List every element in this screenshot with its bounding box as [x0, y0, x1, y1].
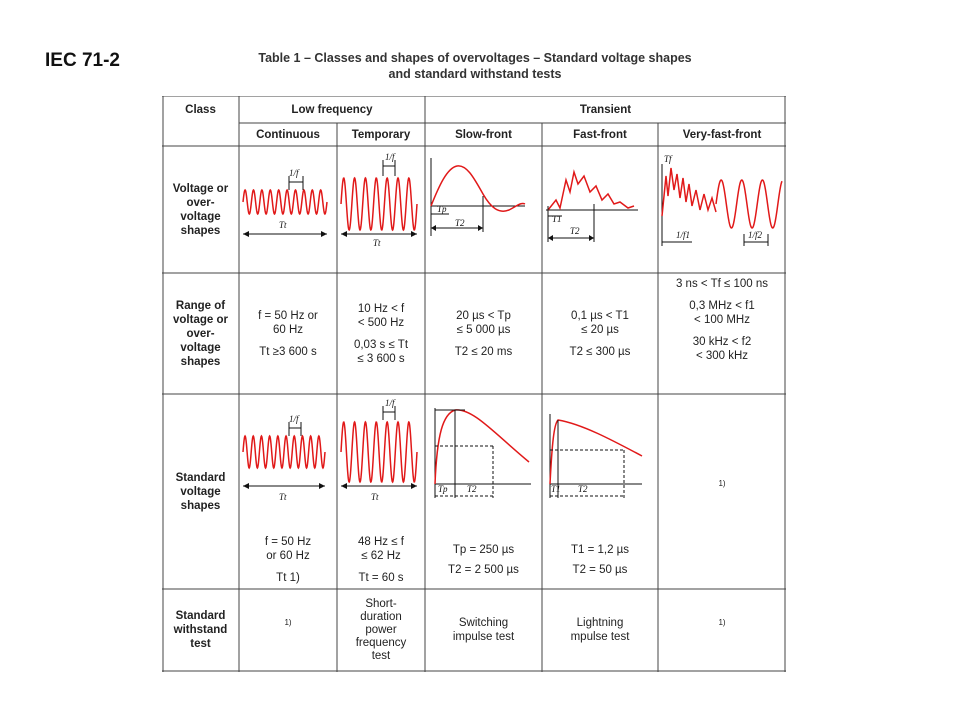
table-title: [170, 50, 780, 82]
standard-temporary-waveform: [337, 394, 425, 514]
label-duration: Tt: [279, 220, 287, 230]
standard-very-fast-front-note: 1): [718, 479, 726, 488]
header-fast-front: Fast-front: [573, 128, 627, 141]
standard-slow-front-values: Tp = 250 µs T2 = 2 500 µs: [448, 543, 519, 576]
label-front-time: T1: [551, 484, 561, 494]
label-f1-period: 1/f1: [676, 230, 691, 240]
range-fast-front: 0,1 µs < T1 ≤ 20 µs T2 ≤ 300 µs: [569, 309, 631, 358]
standard-switching-impulse-waveform: [425, 394, 542, 514]
very-fast-front-overvoltage-waveform: [658, 146, 786, 273]
table-title-line2: and standard withstand tests: [388, 67, 562, 81]
label-tail-time: T2: [578, 484, 588, 494]
standard-fast-front-values: T1 = 1,2 µs T2 = 50 µs: [570, 543, 630, 576]
withstand-slow-front: Switching impulse test: [452, 617, 515, 643]
overvoltage-table: [162, 96, 786, 672]
label-duration: Tt: [373, 238, 381, 248]
standard-temporary-values: 48 Hz ≤ f ≤ 62 Hz Tt = 60 s: [358, 535, 404, 584]
temporary-overvoltage-waveform: [337, 146, 425, 273]
header-temporary: Temporary: [351, 128, 411, 141]
withstand-very-fast-front-note: 1): [718, 618, 726, 627]
standard-continuous-waveform: [239, 394, 337, 514]
label-time-to-peak: Tp: [437, 204, 447, 214]
continuous-overvoltage-waveform: [239, 146, 337, 273]
label-very-fast-front-time: Tf: [664, 154, 672, 164]
standard-lightning-impulse-waveform: [542, 394, 658, 514]
standard-continuous-values: f = 50 Hz or 60 Hz Tt 1): [264, 535, 312, 584]
header-very-fast-front: Very-fast-front: [682, 128, 762, 141]
label-period: 1/f: [385, 152, 395, 162]
label-tail-time: T2: [570, 226, 580, 236]
label-tail-time: T2: [467, 484, 477, 494]
header-slow-front: Slow-front: [455, 128, 512, 141]
label-period: 1/f: [289, 414, 299, 424]
label-duration: Tt: [371, 492, 379, 502]
withstand-continuous-note: 1): [284, 618, 292, 627]
row-label-standard-shapes: Standard voltage shapes: [175, 471, 226, 512]
withstand-temporary: Short- duration power frequency test: [355, 597, 407, 662]
slow-front-overvoltage-waveform: [425, 146, 542, 273]
document-side-title: IEC 71-2: [45, 50, 120, 71]
range-very-fast-front: 3 ns < Tf ≤ 100 ns 0,3 MHz < f1 < 100 MHz 30 kHz < f2 < 300 kHz: [675, 278, 769, 362]
header-transient: Transient: [579, 103, 632, 116]
label-f2-period: 1/f2: [748, 230, 763, 240]
header-class: Class: [185, 103, 216, 116]
label-period: 1/f: [385, 398, 395, 408]
label-period: 1/f: [289, 168, 299, 178]
row-label-overvoltage-shapes: Voltage or over- voltage shapes: [172, 182, 229, 237]
row-label-withstand-test: Standard withstand test: [173, 610, 228, 650]
fast-front-overvoltage-waveform: [542, 146, 658, 273]
row-label-range: Range of voltage or over- voltage shapes: [173, 299, 228, 368]
label-time-to-peak: Tp: [438, 484, 448, 494]
label-duration: Tt: [279, 492, 287, 502]
label-front-time: T1: [552, 214, 562, 224]
header-continuous: Continuous: [256, 128, 320, 141]
range-temporary: 10 Hz < f < 500 Hz 0,03 s ≤ Tt ≤ 3 600 s: [353, 302, 409, 365]
range-slow-front: 20 µs < Tp ≤ 5 000 µs T2 ≤ 20 ms: [454, 309, 513, 358]
label-tail-time: T2: [455, 218, 465, 228]
range-continuous: f = 50 Hz or 60 Hz Tt ≥3 600 s: [258, 309, 318, 358]
header-low-frequency: Low frequency: [291, 103, 373, 116]
withstand-fast-front: Lightning mpulse test: [570, 617, 630, 643]
table-title-line1: Table 1 – Classes and shapes of overvoltages – Standard voltage shapes: [258, 51, 692, 65]
